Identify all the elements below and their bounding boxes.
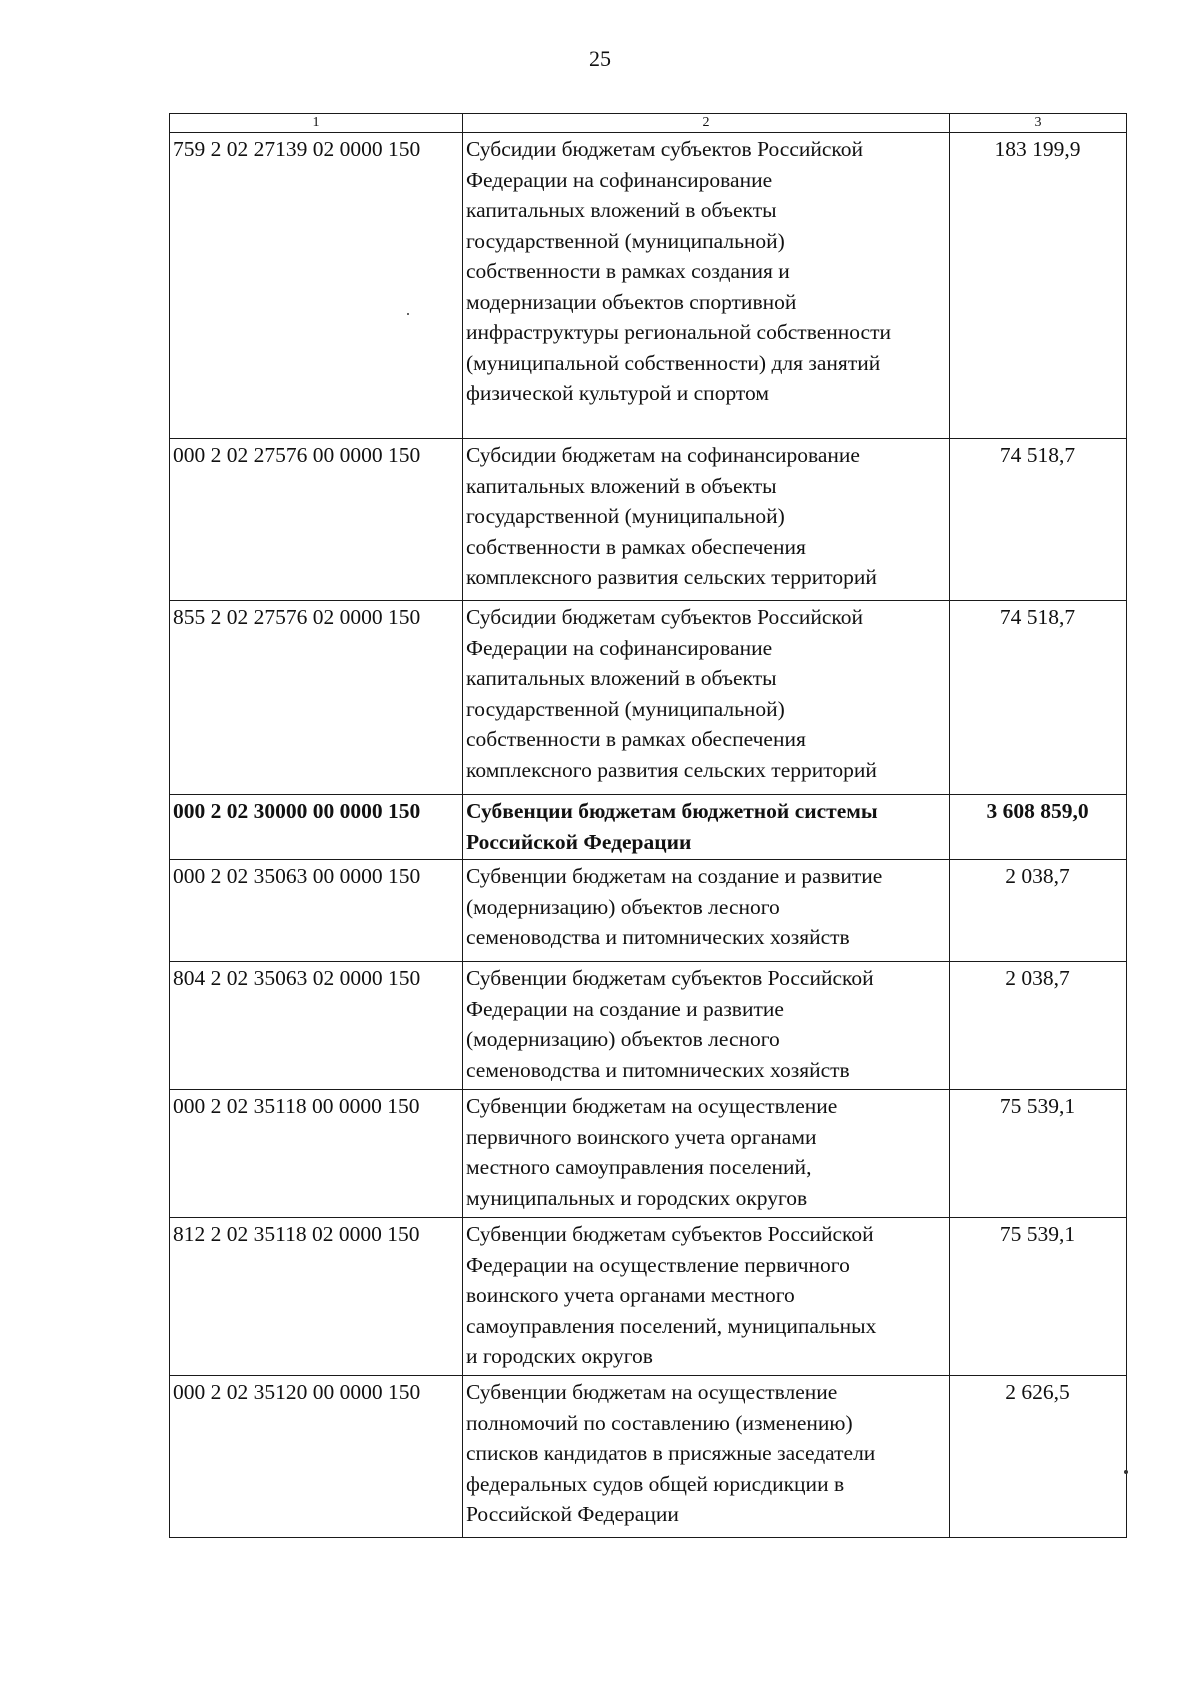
description-cell: [463, 1376, 950, 1538]
description-line: государственной (муниципальной): [466, 228, 785, 253]
scan-speck: [1124, 1470, 1128, 1474]
budget-code-cell: 000 2 02 35118 00 0000 150: [170, 1090, 463, 1218]
budget-code-cell: 855 2 02 27576 02 0000 150: [170, 601, 463, 795]
description-line: капитальных вложений в объекты: [466, 666, 777, 690]
table-row: [170, 133, 1127, 439]
amount-cell: 75 539,1: [950, 1090, 1127, 1218]
budget-code-cell: 000 2 02 35120 00 0000 150: [170, 1376, 463, 1538]
description-line: Федерации на создание и развитие: [466, 996, 784, 1021]
budget-code-cell: 000 2 02 35063 00 0000 150: [170, 860, 463, 962]
description-line: муниципальных и городских округов: [466, 1185, 808, 1210]
table-row: [170, 795, 1127, 860]
description-line: Субсидии бюджетам на софинансирование: [466, 443, 860, 467]
description-line: комплексного развития сельских территорий: [466, 757, 877, 782]
description-line: семеноводства и питомнических хозяйств: [466, 925, 850, 949]
budget-code-cell: 812 2 02 35118 02 0000 150: [170, 1218, 463, 1376]
amount-cell: 2 038,7: [950, 860, 1127, 962]
description-line: капитальных вложений в объекты: [466, 473, 777, 498]
description-cell: [463, 601, 950, 795]
description-line: Субвенции бюджетам на осуществление: [466, 1094, 838, 1118]
description-line: модернизации объектов спортивной: [466, 289, 797, 314]
description-line: Федерации на осуществление первичного: [466, 1252, 850, 1277]
description-line: (модернизацию) объектов лесного: [466, 894, 780, 919]
description-line: (муниципальной собственности) для занятий: [466, 350, 881, 375]
column-header-amount: 3: [950, 114, 1127, 133]
description-line: Субвенции бюджетам бюджетной системы: [466, 799, 878, 823]
description-line: Субвенции бюджетам субъектов Российской: [466, 966, 874, 990]
description-line: Субсидии бюджетам субъектов Российской: [466, 137, 864, 161]
budget-code-cell: 804 2 02 35063 02 0000 150: [170, 962, 463, 1090]
description-line: государственной (муниципальной): [466, 504, 785, 528]
table-row: [170, 962, 1127, 1090]
description-line: семеноводства и питомнических хозяйств: [466, 1057, 850, 1082]
description-line: физической культурой и спортом: [466, 381, 769, 405]
description-cell: [463, 439, 950, 601]
description-line: самоуправления поселений, муниципальных: [466, 1313, 877, 1338]
description-line: комплексного развития сельских территорий: [466, 565, 877, 589]
description-line: воинского учета органами местного: [466, 1283, 795, 1307]
description-line: Федерации на софинансирование: [466, 635, 773, 660]
description-line: местного самоуправления поселений,: [466, 1155, 812, 1179]
budget-code-cell: 759 2 02 27139 02 0000 150: [170, 133, 463, 439]
amount-cell: 2 626,5: [950, 1376, 1127, 1538]
description-cell: [463, 795, 950, 860]
description-cell: [463, 962, 950, 1090]
description-cell: [463, 133, 950, 439]
description-line: Российской Федерации: [466, 1502, 679, 1526]
description-line: Субвенции бюджетам на создание и развитие: [466, 864, 883, 888]
scan-speck: [407, 313, 409, 315]
description-cell: [463, 1218, 950, 1376]
description-line: первичного воинского учета органами: [466, 1124, 817, 1149]
description-line: Федерации на софинансирование: [466, 167, 773, 192]
description-line: собственности в рамках создания и: [466, 259, 790, 283]
description-line: полномочий по составлению (изменению): [466, 1410, 853, 1435]
description-line: капитальных вложений в объекты: [466, 198, 777, 222]
budget-revenue-table: [169, 113, 1127, 1538]
column-number-header-row: [170, 114, 1127, 133]
amount-cell: 183 199,9: [950, 133, 1127, 439]
amount-cell: 3 608 859,0: [950, 795, 1127, 860]
table-row: [170, 1218, 1127, 1376]
budget-code-cell: 000 2 02 27576 00 0000 150: [170, 439, 463, 601]
description-line: списков кандидатов в присяжные заседатели: [466, 1441, 876, 1465]
table-row: [170, 439, 1127, 601]
budget-code-cell: 000 2 02 30000 00 0000 150: [170, 795, 463, 860]
description-line: Субвенции бюджетам субъектов Российской: [466, 1222, 874, 1246]
description-line: (модернизацию) объектов лесного: [466, 1027, 780, 1051]
description-line: собственности в рамках обеспечения: [466, 727, 806, 751]
column-header-code: 1: [170, 114, 463, 133]
description-cell: [463, 860, 950, 962]
table-row: [170, 1376, 1127, 1538]
table-row: [170, 1090, 1127, 1218]
amount-cell: 74 518,7: [950, 601, 1127, 795]
description-line: федеральных судов общей юрисдикции в: [466, 1471, 845, 1496]
description-cell: [463, 1090, 950, 1218]
amount-cell: 2 038,7: [950, 962, 1127, 1090]
description-line: Российской Федерации: [466, 829, 692, 854]
description-line: государственной (муниципальной): [466, 696, 785, 721]
page-number: 25: [589, 46, 611, 71]
table-row: [170, 601, 1127, 795]
description-line: Субвенции бюджетам на осуществление: [466, 1380, 838, 1404]
amount-cell: 75 539,1: [950, 1218, 1127, 1376]
description-line: Субсидии бюджетам субъектов Российской: [466, 605, 864, 629]
amount-cell: 74 518,7: [950, 439, 1127, 601]
description-line: инфраструктуры региональной собственности: [466, 320, 892, 344]
description-line: и городских округов: [466, 1344, 653, 1368]
column-header-description: 2: [463, 114, 950, 133]
table-body: [170, 133, 1127, 1538]
description-line: собственности в рамках обеспечения: [466, 534, 806, 559]
table-row: [170, 860, 1127, 962]
